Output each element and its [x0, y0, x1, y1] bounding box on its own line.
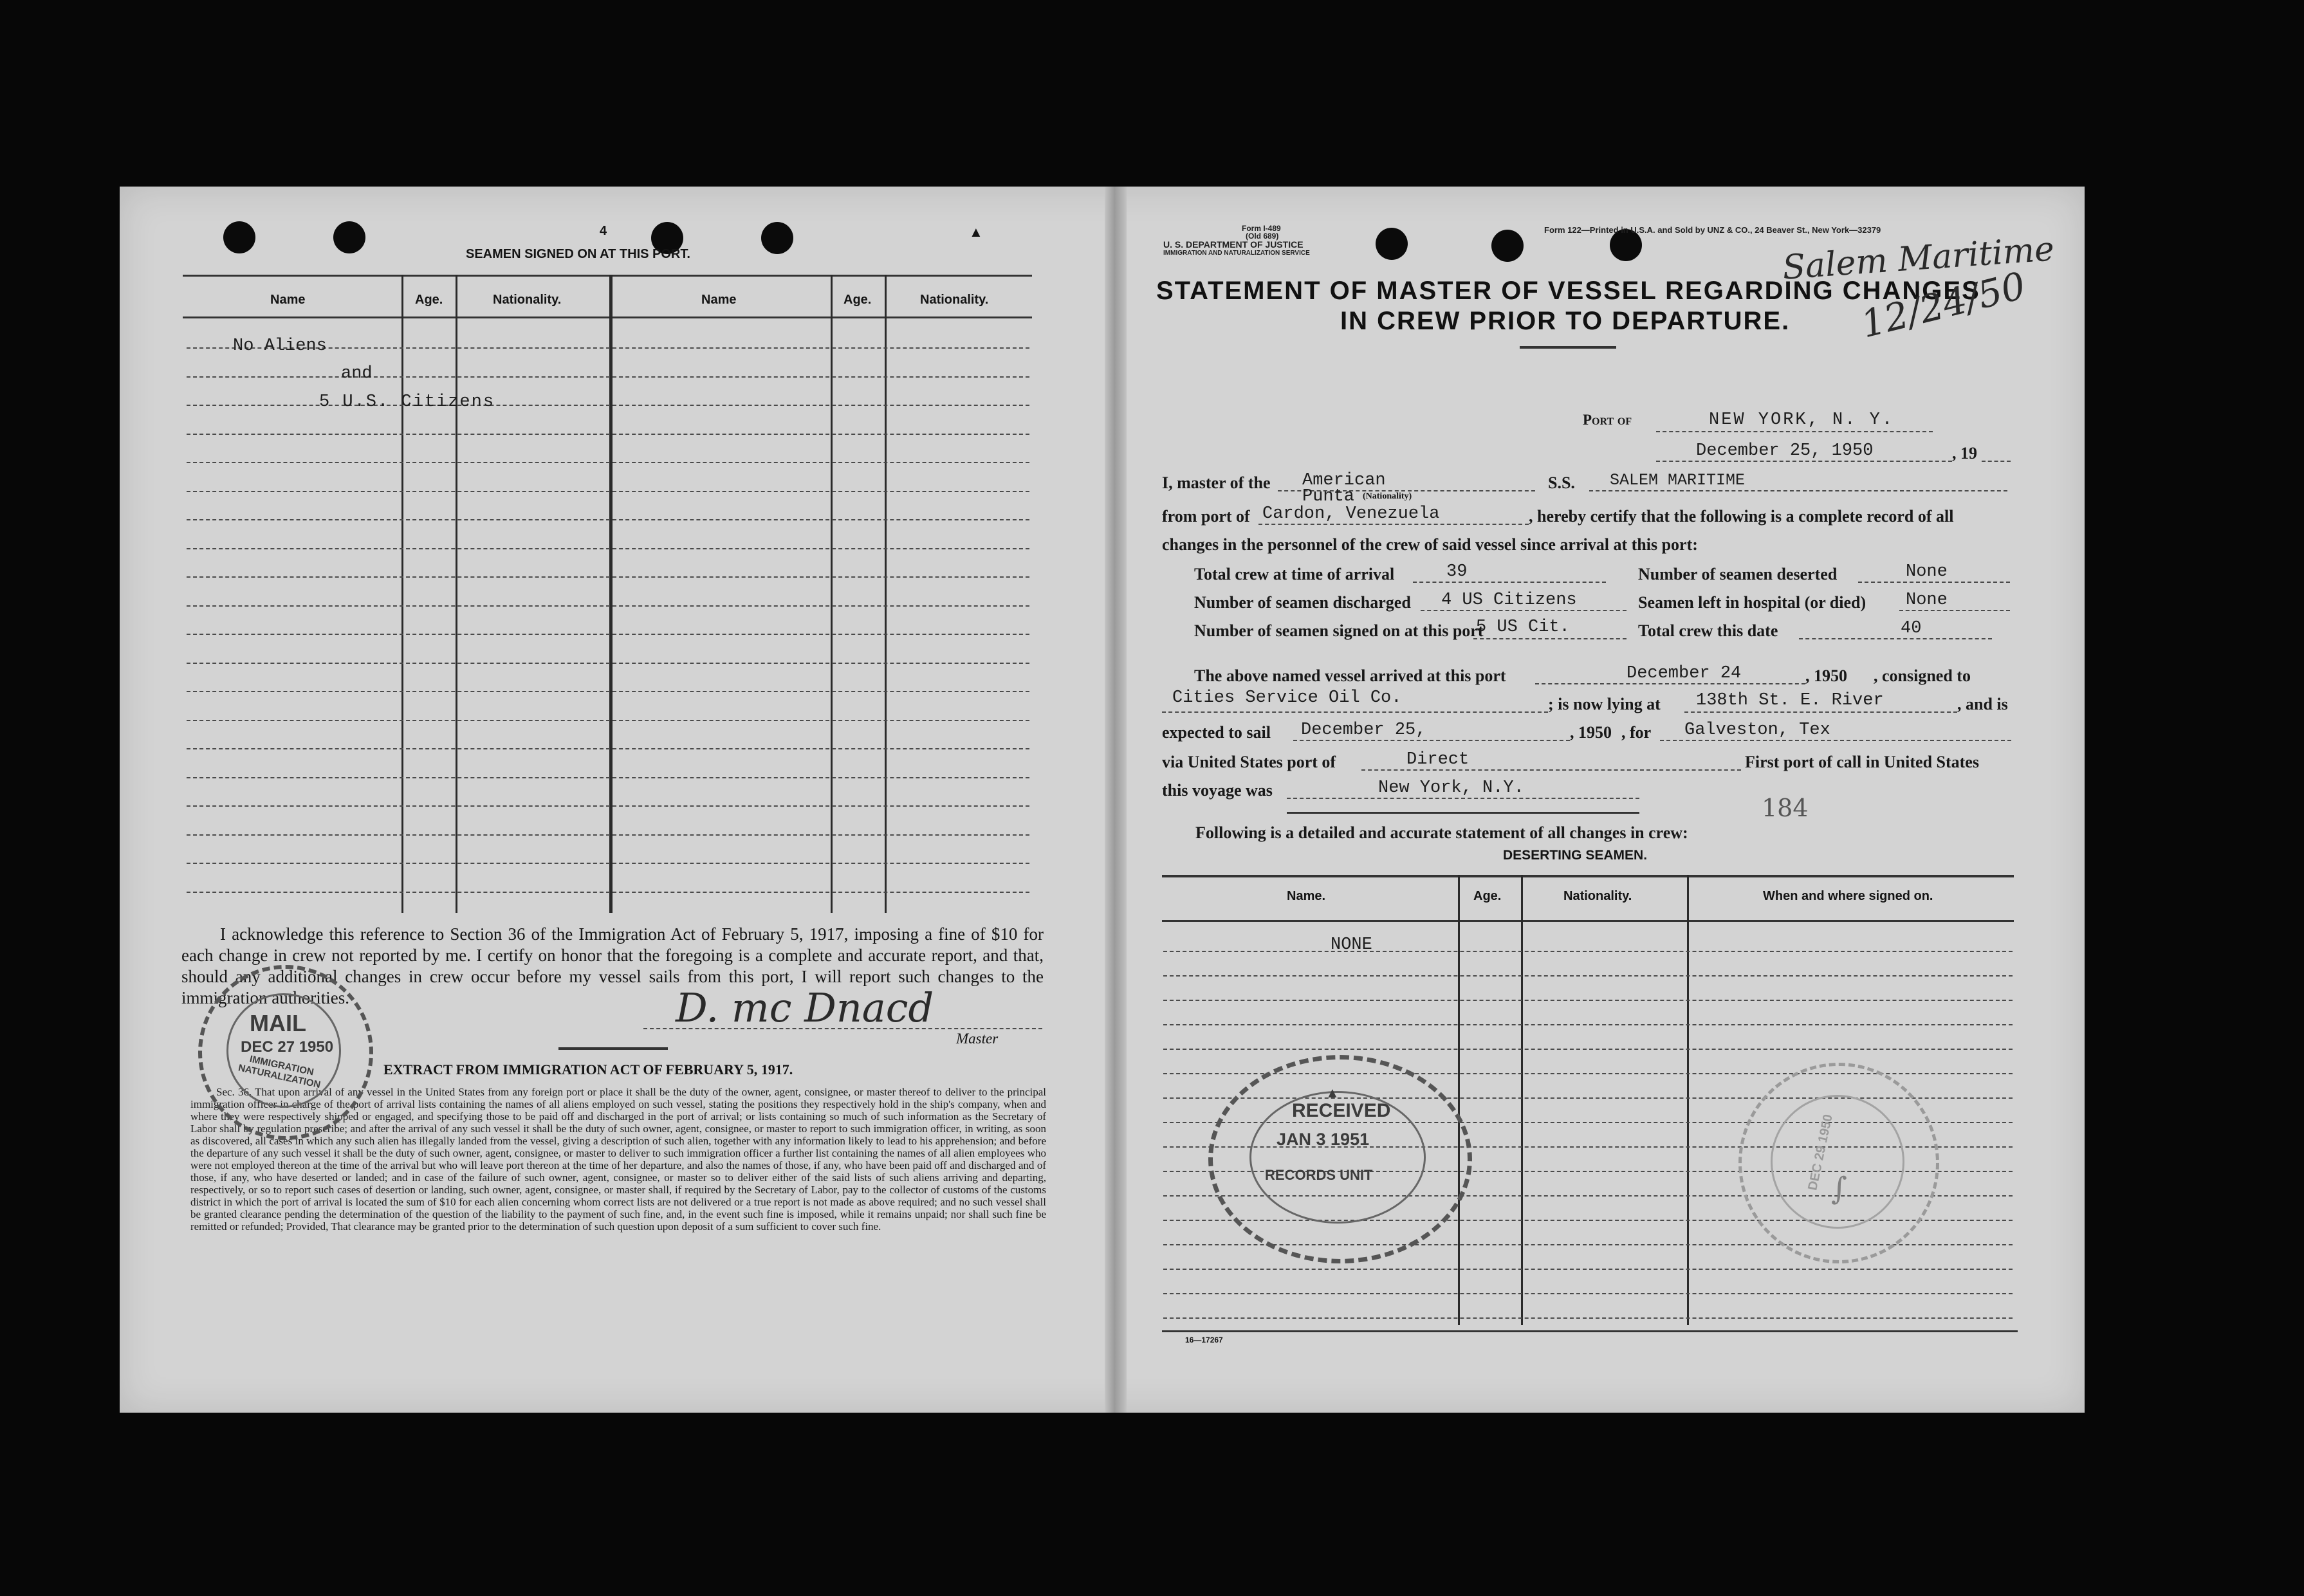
from-port-value-top: Punta	[1302, 487, 1355, 506]
table-rule-line	[187, 548, 1029, 549]
hospital-value: None	[1906, 591, 1948, 610]
punch-hole	[333, 221, 365, 253]
consignee-value: Cities Service Oil Co.	[1172, 688, 1402, 708]
field-line	[1899, 610, 2010, 611]
field-line	[1535, 683, 1805, 684]
sail-label: expected to sail	[1162, 723, 1271, 742]
left-heading: SEAMEN SIGNED ON AT THIS PORT.	[466, 247, 690, 261]
signed-on-value: 5 US Cit.	[1476, 618, 1570, 637]
entry-line: No Aliens	[233, 336, 327, 356]
table-rule-line	[1163, 1293, 2013, 1294]
signature-line	[643, 1028, 1042, 1029]
center-fold	[1105, 187, 1127, 1413]
table-rule-line	[187, 777, 1029, 778]
right-col-divider	[1687, 875, 1689, 1325]
table-rule-line	[187, 720, 1029, 721]
table-rule-line	[187, 748, 1029, 749]
deserted-label: Number of seamen deserted	[1638, 565, 1838, 583]
table-rule-line	[1163, 1317, 2013, 1319]
total-arrival-label: Total crew at time of arrival	[1194, 565, 1395, 583]
form-title-line1: STATEMENT OF MASTER OF VESSEL REGARDING CHANGES	[1156, 277, 1980, 305]
handwritten-record-number: 184	[1762, 794, 1809, 822]
extract-body: Sec. 36. That upon arrival of any vessel in the United States from any foreign port or place it shall be the duty of the owner, agent, consignee, or master thereof to deliver to the principal immigration officer in charge of the port of arrival lists containing the names of all aliens employed on such vessel, stating the positions they respectively hold in the ship's company, when and where they were respectively shipped or engaged, and specifying those to be paid off and discharged in the port of arrival; or lists containing so much of such information as the Secretary of Labor shall by regulation prescribe; and after the arrival of any such vessel it shall be the duty of such owner, agent, consignee, or master to report to such immigration officer, in writing, as soon as discovered, all cases in which any such alien has illegally landed from the vessel, giving a description of such alien, together with any information likely to lead to his apprehension; and before the departure of any such vessel it shall be the duty of such owner, agent, consignee, or master to deliver to such immigration officer a further list containing the names of all alien employees who were not employed thereon at the time of the arrival but who will leave port thereon at the time of her departure, and also the names of those, if any, who have been paid off and discharged and of those, if any, who have deserted or landed; and in case of the failure of such owner, agent, consignee, or master so to deliver either of the said lists of such aliens arriving and departing, respectively, or so to report such cases of desertion or landing, such owner, agent, consignee, or master shall, if required by the Secretary of Labor, pay to the collector of customs of the customs district in which the port of arrival is located the sum of $10 for each alien concerning whom correct lists are not delivered or a true report is not made as above required; and no such vessel shall be granted clearance pending the determination of the question of the liability to the payment of such fine, and, in the event such fine is imposed, while it remains unpaid; nor shall such fine be remitted or refunded; Provided, That clearance may be granted prior to the determination of such question upon deposit of a sum sufficient to cover such fine.	[190, 1086, 1046, 1233]
table-col-divider	[831, 275, 833, 913]
and-is-label: , and is	[1957, 695, 2008, 713]
lying-value: 138th St. E. River	[1696, 691, 1884, 710]
col-header-nationality: Nationality.	[493, 293, 562, 307]
service-name: IMMIGRATION AND NATURALIZATION SERVICE	[1163, 250, 1310, 257]
printer-notice: Form 122—Printed in U.S.A. and Sold by UNZ & CO., 24 Beaver St., New York—32379	[1544, 225, 1881, 235]
faint-stamp-initials: ∫	[1831, 1171, 1848, 1207]
table-rule-line	[187, 405, 1029, 406]
acknowledgement-text: I acknowledge this reference to Section 36 of the Immigration Act of February 5, 1917, imposing a fine of $10 for each change in crew not reported by me. I certify on honor that the foregoing is a complete and accurate report, and that, should any additional changes in crew occur before my vessel sails from this port, I will report such changes to the immigration authorities.	[181, 924, 1044, 1007]
for-label: , for	[1621, 723, 1652, 742]
table-middle-divider	[609, 275, 613, 913]
table-rule-line	[1163, 951, 2013, 952]
from-port-value: Cardon, Venezuela	[1262, 504, 1440, 524]
field-line	[1684, 711, 1957, 713]
punch-hole	[1491, 230, 1524, 262]
handwritten-date: 12/24/50	[1856, 263, 2030, 347]
col-header-name: Name	[701, 293, 737, 307]
table-rule-line	[187, 434, 1029, 435]
table-rule-line	[187, 691, 1029, 692]
form-old-number: (Old 689)	[1246, 232, 1279, 241]
table-col-divider	[401, 275, 403, 913]
footer-code: 16—17267	[1185, 1335, 1223, 1344]
table-rule-line	[187, 376, 1029, 378]
nationality-caption: (Nationality)	[1363, 491, 1412, 501]
table-rule-line	[187, 805, 1029, 807]
table-rule-line	[187, 605, 1029, 607]
field-line	[1858, 582, 2010, 583]
via-value: Direct	[1406, 750, 1470, 769]
page-number: 4	[600, 224, 607, 238]
port-label: Port of	[1583, 412, 1632, 428]
punch-hole	[223, 221, 255, 253]
nationality-value: American	[1302, 471, 1386, 490]
field-line	[1258, 524, 1529, 525]
field-line	[1799, 638, 1992, 639]
col-header-name: Name	[270, 293, 306, 307]
table-header-rule	[183, 316, 1032, 318]
table-col-divider	[885, 275, 887, 913]
total-date-value: 40	[1901, 619, 1922, 638]
table-rule-line	[1163, 1049, 2013, 1050]
deserting-heading: DESERTING SEAMEN.	[1503, 848, 1648, 863]
right-table-top-rule	[1162, 875, 2014, 877]
field-line	[1982, 461, 2011, 462]
arrived-label: The above named vessel arrived at this port	[1194, 666, 1506, 685]
port-value: NEW YORK, N. Y.	[1709, 410, 1895, 430]
right-col-header-name: Name.	[1287, 889, 1326, 903]
discharged-label: Number of seamen discharged	[1194, 593, 1411, 612]
faint-stamp-date: DEC 29 1950	[1805, 1113, 1836, 1192]
table-rule-line	[187, 634, 1029, 635]
sail-year: , 1950	[1570, 723, 1612, 742]
table-rule-line	[187, 462, 1029, 463]
consigned-label: , consigned to	[1874, 666, 1971, 685]
extract-rule	[558, 1047, 668, 1050]
table-top-rule	[183, 275, 1032, 277]
voyage-value: New York, N.Y.	[1378, 778, 1524, 798]
total-date-label: Total crew this date	[1638, 621, 1778, 640]
master-label: Master	[956, 1031, 999, 1047]
for-value: Galveston, Tex	[1684, 720, 1830, 740]
field-line	[1656, 461, 1952, 462]
received-stamp-date: JAN 3 1951	[1276, 1130, 1370, 1149]
field-line	[1656, 431, 1933, 432]
department-name: U. S. DEPARTMENT OF JUSTICE	[1163, 239, 1304, 250]
master-of-label: I, master of the	[1162, 473, 1271, 492]
signed-on-label: Number of seamen signed on at this port	[1194, 621, 1484, 640]
right-table-header-rule	[1162, 920, 2014, 922]
lying-label: ; is now lying at	[1548, 695, 1661, 713]
col-header-age: Age.	[415, 293, 443, 307]
right-col-divider	[1458, 875, 1460, 1325]
field-line	[1473, 638, 1627, 639]
table-col-divider	[456, 275, 457, 913]
sail-value: December 25,	[1301, 720, 1426, 740]
field-line	[1660, 740, 2011, 741]
voyage-underline	[1287, 812, 1639, 814]
arrived-year: , 1950	[1805, 666, 1847, 685]
total-arrival-value: 39	[1446, 562, 1468, 582]
field-line	[1162, 711, 1548, 713]
field-line	[1361, 769, 1741, 771]
from-port-label: from port of	[1162, 507, 1250, 526]
faint-postmark-inner-ring	[1771, 1095, 1904, 1229]
vessel-value: SALEM MARITIME	[1610, 471, 1746, 490]
received-stamp-arrow: ▲	[1325, 1085, 1340, 1101]
title-underline	[1520, 346, 1616, 349]
entry-line: 5 U.S. Citizens	[319, 392, 495, 412]
deserted-value: None	[1906, 562, 1948, 582]
received-stamp-label: RECEIVED	[1292, 1100, 1391, 1121]
field-line	[1287, 798, 1639, 799]
first-port-label: First port of call in United States	[1745, 753, 1979, 771]
table-rule-line	[1163, 1269, 2013, 1270]
table-rule-line	[1163, 1024, 2013, 1025]
field-line	[1421, 610, 1627, 611]
handwritten-vessel-name: Salem Maritime	[1781, 230, 2056, 288]
entry-line: and	[341, 364, 373, 383]
changes-text: changes in the personnel of the crew of said vessel since arrival at this port:	[1162, 535, 1698, 554]
voyage-label: this voyage was	[1162, 781, 1273, 800]
small-arrow-mark: ▲	[969, 224, 983, 240]
table-rule-line	[1163, 975, 2013, 977]
via-label: via United States port of	[1162, 753, 1336, 771]
field-line	[1293, 740, 1570, 741]
right-col-header-age: Age.	[1473, 889, 1502, 903]
form-title-line2: IN CREW PRIOR TO DEPARTURE.	[1340, 307, 1791, 335]
master-signature: D. mc Dnacd	[676, 984, 934, 1031]
mail-stamp-lower: IMMIGRATION NATURALIZATION	[237, 1053, 322, 1091]
table-entry-none: NONE	[1331, 935, 1372, 955]
certify-text: , hereby certify that the following is a complete record of all	[1529, 507, 1954, 526]
hospital-label: Seamen left in hospital (or died)	[1638, 593, 1866, 612]
table-rule-line	[187, 576, 1029, 578]
right-col-header-nationality: Nationality.	[1563, 889, 1632, 903]
mail-stamp-date: DEC 27 1950	[241, 1038, 334, 1056]
mail-stamp-label: MAIL	[250, 1010, 306, 1036]
right-col-header-signed-on: When and where signed on.	[1763, 889, 1933, 903]
table-rule-line	[187, 863, 1029, 864]
punch-hole	[1376, 228, 1408, 260]
table-rule-line	[187, 663, 1029, 664]
col-header-nationality: Nationality.	[920, 293, 989, 307]
ss-label: S.S.	[1548, 473, 1575, 492]
following-label: Following is a detailed and accurate statement of all changes in crew:	[1195, 823, 1688, 842]
table-rule-line	[187, 491, 1029, 492]
punch-hole	[761, 222, 793, 254]
field-line	[1589, 490, 2007, 491]
arrived-value: December 24	[1627, 664, 1742, 683]
table-rule-line	[187, 834, 1029, 836]
year-suffix: , 19	[1952, 444, 1977, 463]
table-rule-line	[187, 519, 1029, 520]
discharged-value: 4 US Citizens	[1441, 591, 1577, 610]
field-line	[1413, 582, 1606, 583]
col-header-age: Age.	[843, 293, 872, 307]
right-table-bottom-rule	[1162, 1330, 2018, 1332]
table-rule-line	[187, 892, 1029, 893]
date-value: December 25, 1950	[1696, 441, 1874, 461]
table-rule-line	[1163, 1000, 2013, 1001]
received-stamp-unit: RECORDS UNIT	[1265, 1167, 1373, 1183]
extract-title: EXTRACT FROM IMMIGRATION ACT OF FEBRUARY 5, 1917.	[383, 1061, 793, 1078]
form-number: Form I-489	[1242, 224, 1281, 233]
right-col-divider	[1521, 875, 1523, 1325]
